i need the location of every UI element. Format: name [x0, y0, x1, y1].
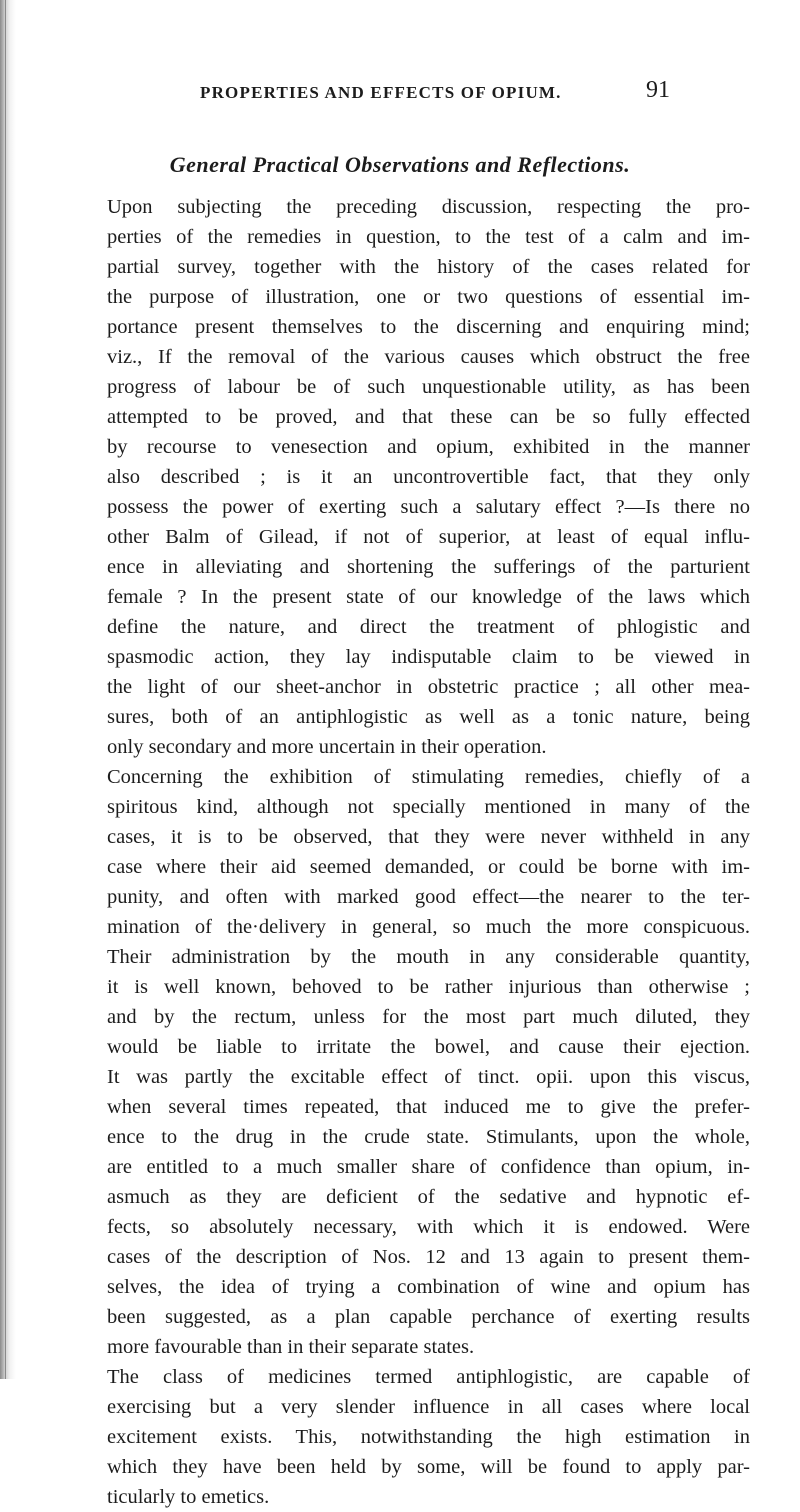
- text-line: define the nature, and direct the treatment of phlogistic and: [107, 616, 750, 638]
- page-binding-edge: [0, 0, 16, 1379]
- running-head: PROPERTIES AND EFFECTS OF OPIUM.: [200, 83, 562, 102]
- text-line: been suggested, as a plan capable perchance of exerting results: [107, 1306, 750, 1328]
- text-line: are entitled to a much smaller share of confidence than opium, in-: [107, 1156, 750, 1178]
- text-line: partial survey, together with the history of the cases related for: [107, 256, 750, 278]
- text-line: exercising but a very slender influence in all cases where local: [107, 1396, 750, 1418]
- text-line: female ? In the present state of our knowledge of the laws which: [107, 586, 750, 608]
- text-line: spasmodic action, they lay indisputable claim to be viewed in: [107, 646, 750, 668]
- text-line: ticularly to emetics.: [107, 1486, 270, 1508]
- text-line: Concerning the exhibition of stimulating remedies, chiefly of a: [107, 766, 750, 788]
- section-title: General Practical Observations and Reflections.: [169, 152, 631, 177]
- text-line: the purpose of illustration, one or two questions of essential im-: [107, 286, 750, 308]
- text-line: spiritous kind, although not specially mentioned in many of the: [107, 796, 750, 818]
- text-line: when several times repeated, that induced me to give the prefer-: [107, 1096, 750, 1118]
- body-text: [107, 192, 750, 1512]
- text-line: the light of our sheet-anchor in obstetric practice ; all other mea-: [107, 676, 750, 698]
- text-line: ence to the drug in the crude state. Stimulants, upon the whole,: [107, 1126, 750, 1148]
- text-line: case where their aid seemed demanded, or could be borne with im-: [107, 856, 750, 878]
- text-line: Upon subjecting the preceding discussion, respecting the pro-: [107, 196, 750, 218]
- text-line: It was partly the excitable effect of tinct. opii. upon this viscus,: [107, 1066, 750, 1088]
- text-line: selves, the idea of trying a combination of wine and opium has: [107, 1276, 750, 1298]
- text-line: other Balm of Gilead, if not of superior, at least of equal influ-: [107, 526, 750, 548]
- text-line: mination of the·delivery in general, so much the more conspicuous.: [107, 916, 750, 938]
- text-line: possess the power of exerting such a salutary effect ?—Is there no: [107, 496, 750, 518]
- text-line: Their administration by the mouth in any considerable quantity,: [107, 946, 750, 968]
- text-line: The class of medicines termed antiphlogistic, are capable of: [107, 1366, 750, 1388]
- text-line: and by the rectum, unless for the most part much diluted, they: [107, 1006, 750, 1028]
- text-line: would be liable to irritate the bowel, and cause their ejection.: [107, 1036, 750, 1058]
- text-line: it is well known, behoved to be rather injurious than otherwise ;: [107, 976, 750, 998]
- text-line: ence in alleviating and shortening the sufferings of the parturient: [107, 556, 750, 578]
- text-line: portance present themselves to the discerning and enquiring mind;: [107, 316, 750, 338]
- text-line: attempted to be proved, and that these can be so fully effected: [107, 406, 750, 428]
- text-line: more favourable than in their separate states.: [107, 1336, 475, 1358]
- text-line: also described ; is it an uncontrovertible fact, that they only: [107, 466, 750, 488]
- text-line: only secondary and more uncertain in their operation.: [107, 736, 547, 758]
- text-line: asmuch as they are deficient of the sedative and hypnotic ef-: [107, 1186, 750, 1208]
- text-line: perties of the remedies in question, to the test of a calm and im-: [107, 226, 750, 248]
- page-number: 91: [646, 77, 670, 103]
- text-line: which they have been held by some, will be found to apply par-: [107, 1456, 750, 1478]
- text-line: punity, and often with marked good effect—the nearer to the ter-: [107, 886, 750, 908]
- text-line: by recourse to venesection and opium, exhibited in the manner: [107, 436, 750, 458]
- text-line: sures, both of an antiphlogistic as well as a tonic nature, being: [107, 706, 750, 728]
- text-line: excitement exists. This, notwithstanding the high estimation in: [107, 1426, 750, 1448]
- text-line: viz., If the removal of the various causes which obstruct the free: [107, 346, 750, 368]
- text-line: fects, so absolutely necessary, with which it is endowed. Were: [107, 1216, 750, 1238]
- text-line: cases, it is to be observed, that they were never withheld in any: [107, 826, 750, 848]
- text-line: cases of the description of Nos. 12 and 13 again to present them-: [107, 1246, 750, 1268]
- text-line: progress of labour be of such unquestionable utility, as has been: [107, 376, 750, 398]
